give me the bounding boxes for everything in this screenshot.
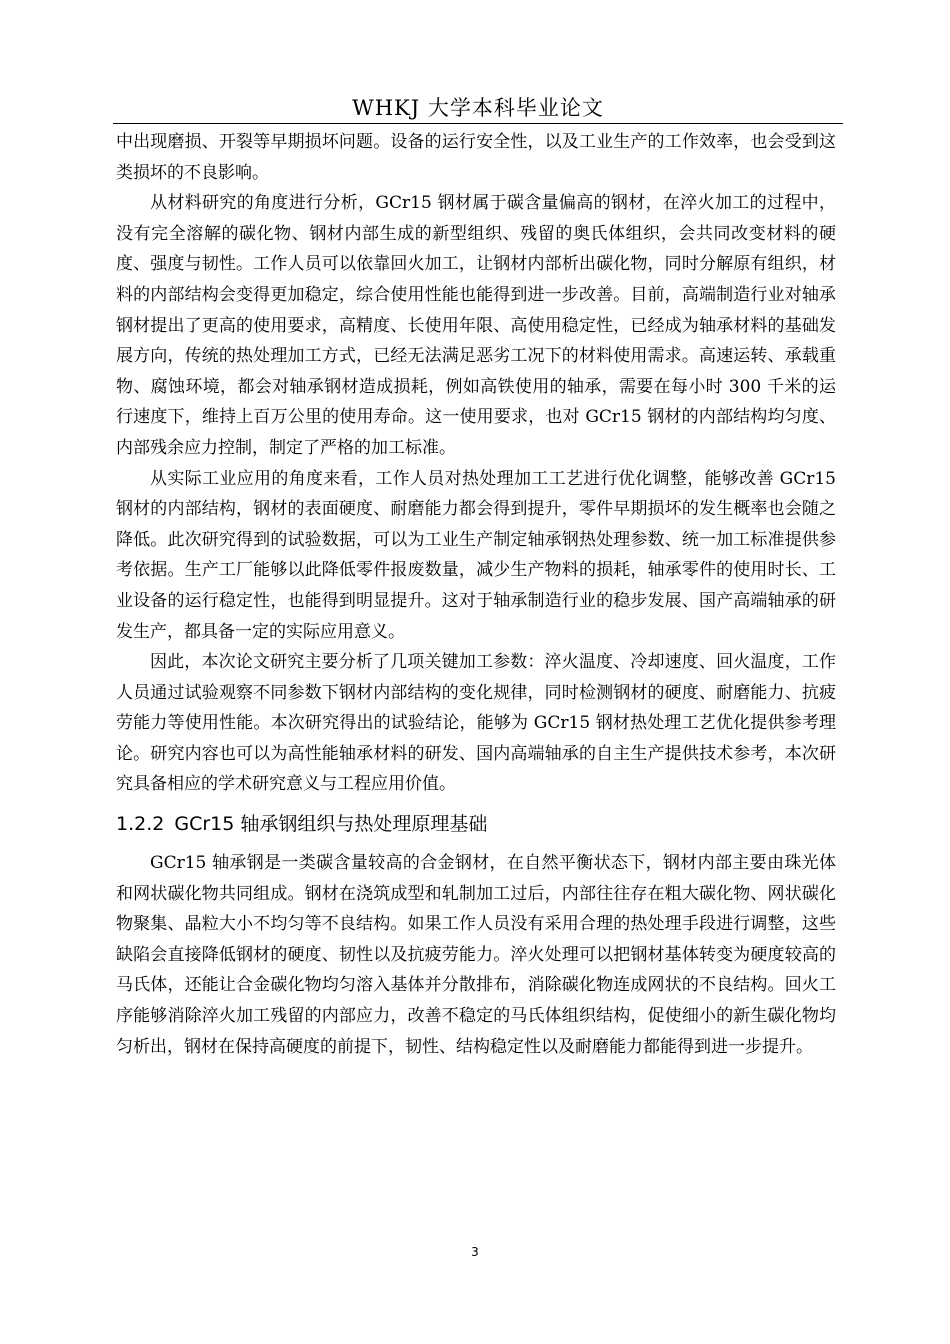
running-header: WHKJ 大学本科毕业论文 [352,96,604,120]
section-title: GCr15 轴承钢组织与热处理原理基础 [174,813,488,836]
header-divider [113,123,843,124]
section-number: 1.2.2 [116,813,165,836]
paragraph-continued: 中出现磨损、开裂等早期损坏问题。设备的运行安全性，以及工业生产的工作效率，也会受到这类损坏的不良影响。 [116,132,836,183]
section-heading [116,808,836,840]
paragraph-material-analysis: 从材料研究的角度进行分析，GCr15 钢材属于碳含量偏高的钢材，在淬火加工的过程中，没有完全溶解的碳化物、钢材内部生成的新型组织、残留的奥氏体组织，会共同改变材料的硬度、强度与韧性。工作人员可以依靠回火加工，让钢材内部析出碳化物，同时分解原有组织，材料的内部结构会变得更加稳定，综合使用性能也能得到进一步改善。目前，高端制造行业对轴承钢材提出了更高的使用要求，高精度、长使用年限、高使用稳定性，已经成为轴承材料的基础发展方向，传统的热处理加工方式，已经无法满足恶劣工况下的材料使用需求。高速运转、承载重物、腐蚀环境，都会对轴承钢材造成损耗，例如高铁使用的轴承，需要在每小时 300 千米的运行速度下，维持上百万公里的使用寿命。这一使用要求，也对 GCr15 钢材的内部结构均匀度、内部残余应力控制，制定了严格的加工标准。 [116,193,836,458]
paragraph-microstructure: GCr15 轴承钢是一类碳含量较高的合金钢材，在自然平衡状态下，钢材内部主要由珠光体和网状碳化物共同组成。钢材在浇筑成型和轧制加工过后，内部往往存在粗大碳化物、网状碳化物聚集、晶粒大小不均匀等不良结构。如果工作人员没有采用合理的热处理手段进行调整，这些缺陷会直接降低钢材的硬度、韧性以及抗疲劳能力。淬火处理可以把钢材基体转变为硬度较高的马氏体，还能让合金碳化物均匀溶入基体并分散排布，消除碳化物连成网状的不良结构。回火工序能够消除淬火加工残留的内部应力，改善不稳定的马氏体组织结构，促使细小的新生碳化物均匀析出，钢材在保持高硬度的前提下，韧性、结构稳定性以及耐磨能力都能得到进一步提升。 [116,853,836,1057]
paragraph-research-scope: 因此，本次论文研究主要分析了几项关键加工参数：淬火温度、冷却速度、回火温度，工作人员通过试验观察不同参数下钢材内部结构的变化规律，同时检测钢材的硬度、耐磨能力、抗疲劳能力等使用性能。本次研究得出的试验结论，能够为 GCr15 钢材热处理工艺优化提供参考理论。研究内容也可以为高性能轴承材料的研发、国内高端轴承的自主生产提供技术参考，本次研究具备相应的学术研究意义与工程应用价值。 [116,652,836,795]
page-number: 3 [471,1245,479,1259]
body-text [116,127,836,1062]
paragraph-industrial-application: 从实际工业应用的角度来看，工作人员对热处理加工工艺进行优化调整，能够改善 GCr15 钢材的内部结构，钢材的表面硬度、耐磨能力都会得到提升，零件早期损坏的发生概率也会随之降低。此次研究得到的试验数据，可以为工业生产制定轴承钢热处理参数、统一加工标准提供参考依据。生产工厂能够以此降低零件报废数量，减少生产物料的损耗，轴承零件的使用时长、工业设备的运行稳定性，也能得到明显提升。这对于轴承制造行业的稳步发展、国产高端轴承的研发生产，都具备一定的实际应用意义。 [116,468,836,642]
